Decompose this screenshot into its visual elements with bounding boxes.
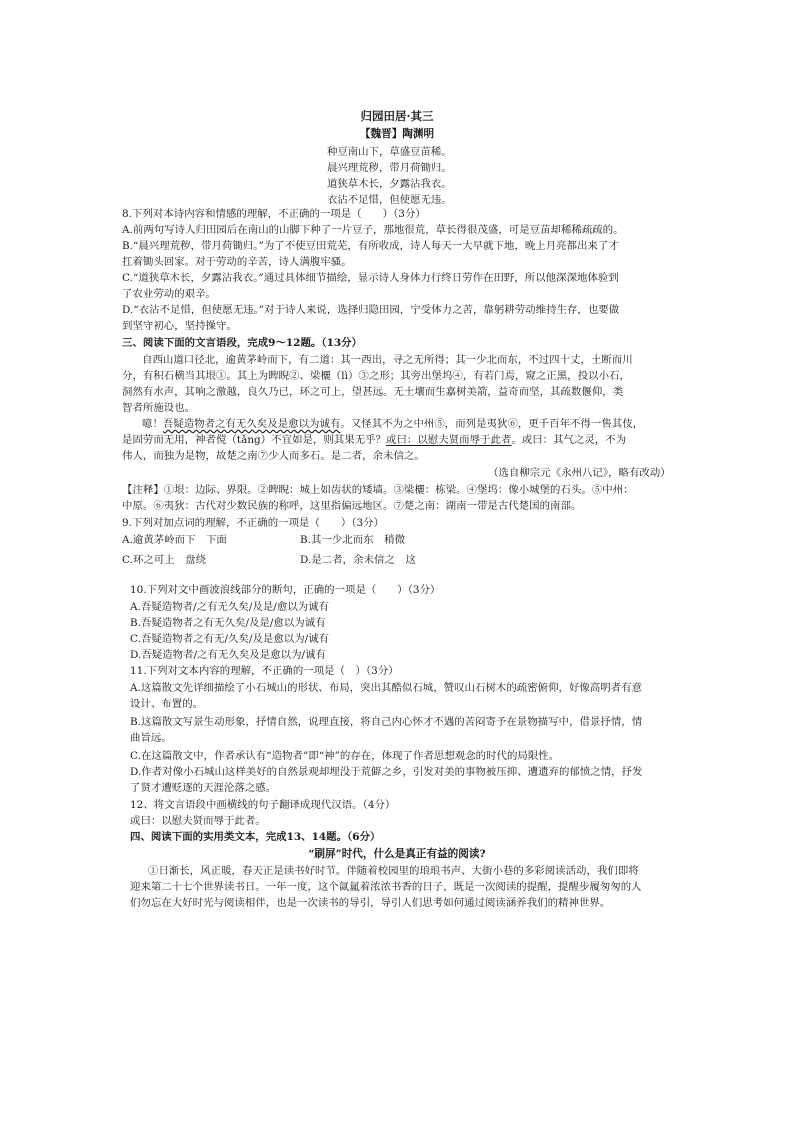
passage-p3-pre: 是固劳而无用，神者傥（tǎng）不宜如是，则其果无乎？ [122,434,387,446]
poem-line-3: 道狭草木长，夕露沾我衣。 [327,178,452,190]
notes-line1: 【注释】①垠：边际、界限。②睥睨：城上如齿状的矮墙。③梁欐：栋梁。④堡坞：像小城堡的石头。⑤中州： [122,484,634,496]
q8-option-c-line2: 了农业劳动的艰辛。 [122,288,216,300]
q11-option-c: C.在这篇散文中，作者承认有“造物者”即“神”的存在，体现了作者思想观念的时代的局限性。 [130,750,560,762]
q10-option-b: B.吾疑造物者之有无久矣/及是/愈以为诚有 [130,617,326,629]
article-p1-line3: 们勿忘在大好时光与阅读相伴，也是一次读书的导引，导引人们思考如何通过阅读涵养我们的精神世界。 [130,897,611,909]
article-title: “刷屏”时代，什么是真正有益的阅读? [308,848,486,860]
q8-option-d-line1: D.“衣沾不足惜，但使愿无违。”对于诗人来说，选择归隐田园，宁受体力之苦，靠躬耕劳动维持生存，也要做 [122,304,620,316]
passage-p2-mid: 。又怪其不为之中州⑤，而列是夷狄⑥，更千百年不得一售其伎， [340,418,644,430]
q10-stem: 10.下列对文中画波浪线部分的断句，正确的一项是（ ）（3分） [130,584,441,596]
q12-stem: 12、将文言语段中画横线的句子翻译成现代汉语。（4分） [130,799,396,811]
q8-option-c-line1: C.“道狭草木长，夕露沾我衣。”通过具体细节描绘，显示诗人身体力行终日劳作在田野，所以他深深地体验到 [122,272,619,284]
q12-sentence: 或曰：以慰夫贤而辱于此者。 [130,815,266,827]
q9-option-c: C.环之可上 盘绕 [122,554,207,566]
q8-option-b-line1: B.“晨兴理荒秽，带月荷锄归。”为了不使豆田荒芜，有所收成，诗人每天一大早就下地，晚上月亮都出来了才 [122,240,619,252]
article-p1-line2: 迎来第二十七个世界读书日。一年一度，这个氤氲着浓浓书香的日子，既是一次阅读的提醒，提醒步履匆匆的人 [130,881,642,893]
passage-p1-line2: 分，有积石横当其垠①。其上为睥睨②、梁欐（lì）③之形；其旁出堡坞④，有若门焉，窥之正黑，投以小石， [122,370,630,382]
q8-option-b-line2: 扛着锄头回家。对于劳动的辛苦，诗人满腹牢骚。 [122,256,352,268]
article-p1-line1: ①日渐长，风正暖，春天正是读书好时节。伴随着校园里的琅琅书声、大街小巷的多彩阅读活动，我们即将 [148,865,639,877]
q10-option-d: D.吾疑造物者/之有无久矣及是愈以为/诚有 [130,649,326,661]
poem-line-2: 晨兴理荒秽，带月荷锄归。 [327,162,452,174]
q11-option-b-line1: B.这篇散文写景生动形象，抒情自然，说理直接，将自己内心怀才不遇的苦闷寄予在景物描写中，借景抒情，情 [130,716,643,728]
passage-p2-line1 [142,416,643,432]
q9-stem: 9.下列对加点词的理解，不正确的一项是（ ）（3分） [122,517,385,529]
section-4-heading: 四、阅读下面的实用类文本，完成13、14题。（6分） [130,831,381,843]
q10-option-c: C.吾疑造物者之有无/久矣/及是愈以为/诚有 [130,633,330,645]
passage-p2-line3: 伟人，而独为是物，故楚之南⑦少人而多石。是二者，余未信之。 [122,450,425,462]
q11-option-b-line2: 曲旨远。 [130,732,172,744]
passage-source: （选自柳宗元《永州八记》，略有改动） [488,467,671,479]
q8-option-d-line2: 到坚守初心，坚持操守。 [122,320,237,332]
q9-option-b: B.其一少北而东 稍微 [300,534,406,546]
poem-author: 【魏晋】陶渊明 [359,128,435,140]
wavy-underlined-sentence: 吾疑造物者之有无久矣及是愈以为诚有 [162,418,341,430]
poem-line-1: 种豆南山下，草盛豆苗稀。 [327,146,452,158]
q11-option-d-line1: D.作者对像小石城山这样美好的自然景观却埋没于荒僻之乡，引发对美的事物被压抑、遭遗弃的郁愤之情，抒发 [130,766,643,778]
q8-option-a: A.前两句写诗人归田园后在南山的山脚下种了一片豆子，那地很荒，草长得很茂盛，可是豆苗却稀稀疏疏的。 [122,224,624,236]
q11-option-a-line1: A.这篇散文先详细描绘了小石城山的形状、布局，突出其酷似石城，赞叹山石树木的疏密俯仰，好像高明者有意 [130,682,643,694]
passage-p2-line2 [122,432,626,448]
poem-line-4: 衣沾不足惜，但使愿无违。 [327,194,452,206]
passage-p2-pre: 噫！ [142,418,163,430]
passage-p1-line4: 智者所施设也。 [122,402,196,414]
q8-stem: 8.下列对本诗内容和情感的理解，不正确的一项是（ ）（3分） [122,208,426,220]
q11-stem: 11.下列对文本内容的理解，不正确的一项是（ ）（3分） [130,665,399,677]
q10-option-a: A.吾疑造物者/之有无久矣/及是/愈以为诚有 [130,601,330,613]
q9-option-a: A.逾黄茅岭而下 下面 [122,534,227,546]
q11-option-d-line2: 了贤才遭贬逐的天涯沦落之感。 [130,782,277,794]
poem-title: 归园田居·其三 [360,109,434,123]
underlined-sentence: 或曰：以慰夫贤而辱于此者 [386,434,512,446]
section-3-heading: 三、阅读下面的文言语段，完成9～12题。（13分） [122,337,363,349]
notes-line2: 中原。⑥夷狄：古代对少数民族的称呼，这里指偏远地区。⑦楚之南：湖南一带是古代楚国的南部。 [122,500,582,512]
q9-option-d: D.是二者，余未信之 这 [300,554,416,566]
passage-p1-line1: 自西山道口径北，逾黄茅岭而下，有二道：其一西出，寻之无所得；其一少北而东，不过四十丈，土断而川 [142,354,633,366]
q11-option-a-line2: 设计、布置的。 [130,698,204,710]
passage-p3-post: 。或曰：其气之灵，不为 [511,434,627,446]
passage-p1-line3: 洞然有水声，其响之激越，良久乃已，环之可上，望甚远。无土壤而生嘉树美箭，益奇而坚，其疏数偃仰，类 [122,386,624,398]
